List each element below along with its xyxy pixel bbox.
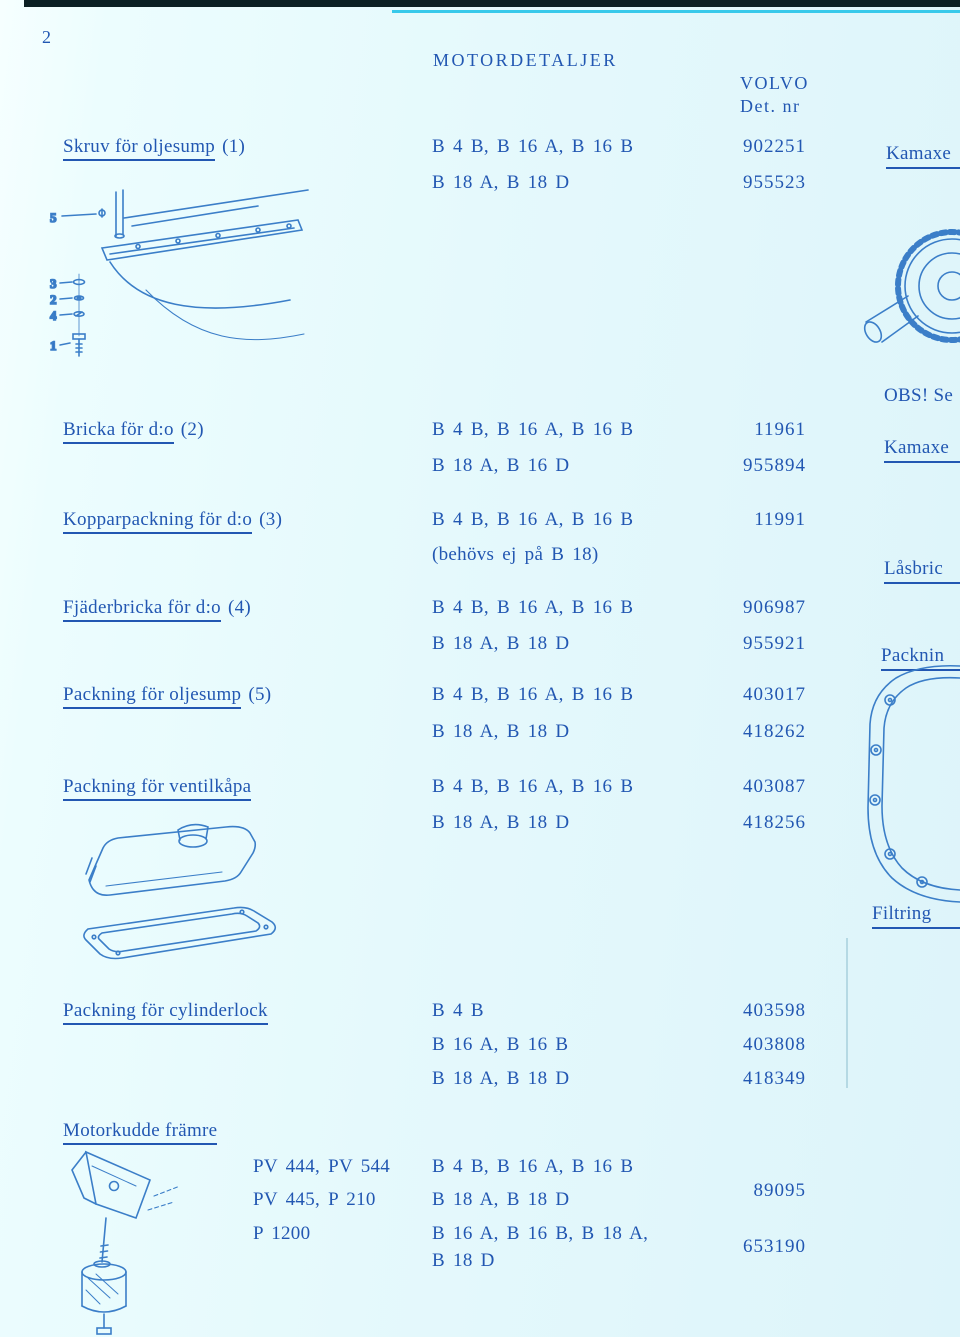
part-heading-ref: (4) xyxy=(227,597,252,618)
scan-top-edge xyxy=(24,0,960,7)
part-heading-ref: (5) xyxy=(248,684,272,705)
models-cell: B 16 A, B 16 B, B 18 A, xyxy=(432,1223,649,1244)
part-heading-text: Packning för oljesump xyxy=(63,684,241,709)
valve-cover-gasket-drawing xyxy=(76,816,291,986)
part-heading-kopparpackning xyxy=(63,509,282,531)
models-cell: B 18 A, B 18 D xyxy=(432,721,570,742)
part-heading-packning-ventilkapa xyxy=(63,776,251,798)
partnumber-cell: 418262 xyxy=(743,721,806,742)
page-number: 2 xyxy=(42,27,52,47)
variant-cell: P 1200 xyxy=(253,1223,311,1244)
partnumber-cell: 403017 xyxy=(743,684,806,705)
part-heading-text: Packning för ventilkåpa xyxy=(63,776,251,801)
part-heading-motorkudde xyxy=(63,1120,217,1142)
part-heading-text: Motorkudde främre xyxy=(63,1120,217,1145)
column-header-line1: VOLVO xyxy=(740,73,809,93)
partnumber-cell: 955523 xyxy=(743,172,806,193)
part-heading-skruv-oljesump xyxy=(63,136,245,158)
camshaft-gear-drawing xyxy=(856,210,960,370)
models-cell: B 18 A, B 18 D xyxy=(432,1068,570,1089)
right-heading-kamaxel-1: Kamaxe xyxy=(886,143,960,169)
partnumber-cell: 653190 xyxy=(743,1236,806,1257)
models-cell: B 18 D xyxy=(432,1250,495,1271)
part-label-3: 3 xyxy=(50,276,57,291)
right-note-obs: OBS! Se xyxy=(884,385,954,406)
models-cell: B 4 B, B 16 A, B 16 B xyxy=(432,597,634,618)
part-heading-text: Bricka för d:o xyxy=(63,419,174,444)
part-heading-packning-oljesump xyxy=(63,684,271,706)
models-cell: B 18 A, B 18 D xyxy=(432,633,570,654)
models-cell: B 18 A, B 16 D xyxy=(432,455,570,476)
models-cell: B 16 A, B 16 B xyxy=(432,1034,569,1055)
page-title: MOTORDETALJER xyxy=(433,50,618,70)
part-heading-text: Fjäderbricka för d:o xyxy=(63,597,221,622)
note-cell: (behövs ej på B 18) xyxy=(432,544,599,565)
partnumber-cell: 11991 xyxy=(754,509,806,530)
right-heading-packning: Packnin xyxy=(881,645,960,671)
part-heading-ref: (2) xyxy=(180,419,204,440)
variant-cell: PV 445, P 210 xyxy=(253,1189,376,1210)
part-heading-bricka xyxy=(63,419,204,441)
part-label-1: 1 xyxy=(50,338,57,353)
column-header-line2: Det. nr xyxy=(740,96,801,117)
partnumber-cell: 11961 xyxy=(754,419,806,440)
part-label-5: 5 xyxy=(50,210,57,225)
models-cell: B 4 B, B 16 A, B 16 B xyxy=(432,509,634,530)
scan-top-rule xyxy=(392,10,960,13)
partnumber-cell: 902251 xyxy=(743,136,806,157)
right-heading-lasbricka: Låsbric xyxy=(884,558,960,584)
partnumber-cell: 418256 xyxy=(743,812,806,833)
models-cell: B 18 A, B 18 D xyxy=(432,812,570,833)
partnumber-cell: 955894 xyxy=(743,455,806,476)
part-heading-text: Packning för cylinderlock xyxy=(63,1000,268,1025)
part-heading-text: Kopparpackning för d:o xyxy=(63,509,252,534)
part-heading-fjaderbricka xyxy=(63,597,251,619)
part-heading-text: Skruv för oljesump xyxy=(63,136,215,161)
partnumber-cell: 955921 xyxy=(743,633,806,654)
models-cell: B 18 A, B 18 D xyxy=(432,172,570,193)
page-crease-line xyxy=(846,938,848,1088)
engine-mount-drawing xyxy=(52,1146,197,1336)
part-heading-ref: (3) xyxy=(259,509,283,530)
part-label-4: 4 xyxy=(50,308,57,323)
part-heading-packning-cylinderlock xyxy=(63,1000,268,1022)
partnumber-cell: 403808 xyxy=(743,1034,806,1055)
part-heading-ref: (1) xyxy=(222,136,246,157)
models-cell: B 4 B, B 16 A, B 16 B xyxy=(432,1156,634,1177)
partnumber-cell: 418349 xyxy=(743,1068,806,1089)
models-cell: B 18 A, B 18 D xyxy=(432,1189,570,1210)
oil-sump-drawing xyxy=(46,186,316,366)
column-header-volvo-detnr xyxy=(740,72,809,119)
models-cell: B 4 B, B 16 A, B 16 B xyxy=(432,776,634,797)
models-cell: B 4 B, B 16 A, B 16 B xyxy=(432,684,634,705)
models-cell: B 4 B, B 16 A, B 16 B xyxy=(432,136,634,157)
models-cell: B 4 B xyxy=(432,1000,484,1021)
partnumber-cell: 403087 xyxy=(743,776,806,797)
right-heading-filtring: Filtring xyxy=(872,903,960,929)
variant-cell: PV 444, PV 544 xyxy=(253,1156,391,1177)
models-cell: B 4 B, B 16 A, B 16 B xyxy=(432,419,634,440)
partnumber-cell: 89095 xyxy=(753,1180,806,1201)
timing-cover-gasket-drawing xyxy=(856,658,960,908)
right-heading-kamaxel-2: Kamaxe xyxy=(884,437,960,463)
partnumber-cell: 403598 xyxy=(743,1000,806,1021)
partnumber-cell: 906987 xyxy=(743,597,806,618)
part-label-2: 2 xyxy=(50,292,57,307)
